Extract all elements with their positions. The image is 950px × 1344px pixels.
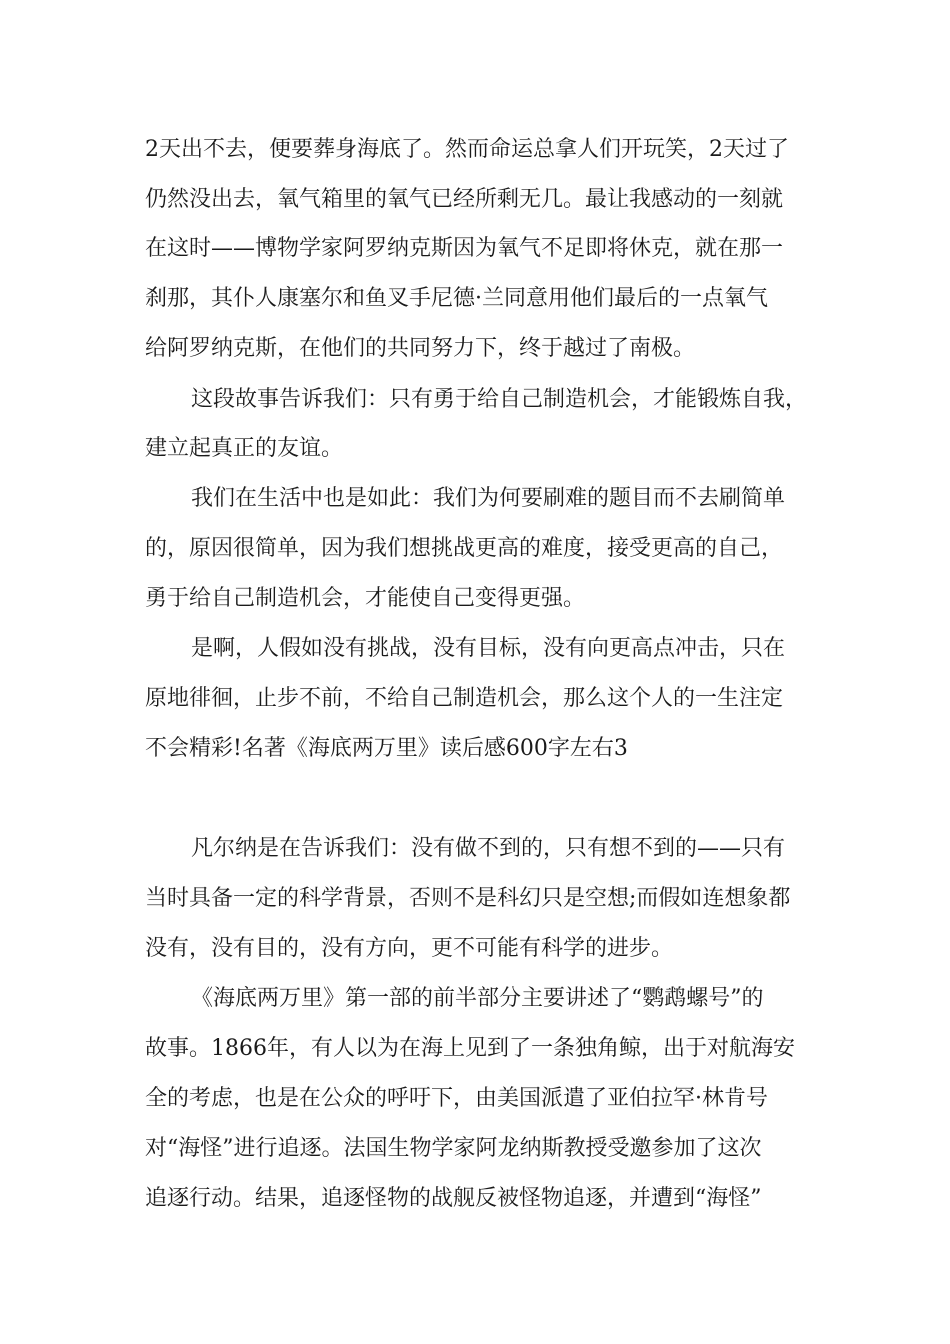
- text-line: 在这时——博物学家阿罗纳克斯因为氧气不足即将休克，就在那一: [145, 236, 784, 261]
- text-line: 2天出不去，便要葬身海底了。然而命运总拿人们开玩笑，2天过了: [145, 137, 789, 162]
- text-line: 的，原因很简单，因为我们想挑战更高的难度，接受更高的自己，: [145, 536, 784, 561]
- text-line: 刹那，其仆人康塞尔和鱼叉手尼德·兰同意用他们最后的一点氧气: [145, 286, 768, 311]
- text-line: 仍然没出去，氧气箱里的氧气已经所剩无几。最让我感动的一刻就: [145, 187, 784, 212]
- paragraph-start-line: 我们在生活中也是如此：我们为何要刷难的题目而不去刷简单: [191, 486, 786, 511]
- text-line: 没有，没有目的，没有方向，更不可能有科学的进步。: [145, 936, 674, 961]
- paragraph-start-line: 是啊，人假如没有挑战，没有目标，没有向更高点冲击，只在: [191, 636, 786, 661]
- paragraph-start-line: 《海底两万里》第一部的前半部分主要讲述了“鹦鹉螺号”的: [191, 986, 764, 1011]
- text-line: 对“海怪”进行追逐。法国生物学家阿龙纳斯教授受邀参加了这次: [145, 1136, 762, 1161]
- text-line: 追逐行动。结果，追逐怪物的战舰反被怪物追逐，并遭到“海怪”: [145, 1186, 762, 1211]
- paragraph-start-line: 凡尔纳是在告诉我们：没有做不到的，只有想不到的——只有: [191, 836, 786, 861]
- text-line: 给阿罗纳克斯，在他们的共同努力下，终于越过了南极。: [145, 336, 696, 361]
- text-line: 当时具备一定的科学背景，否则不是科幻只是空想;而假如连想象都: [145, 886, 791, 911]
- text-line: 故事。1866年，有人以为在海上见到了一条独角鲸，出于对航海安: [145, 1036, 795, 1061]
- text-line: 建立起真正的友谊。: [145, 436, 344, 461]
- text-line: 全的考虑，也是在公众的呼吁下，由美国派遣了亚伯拉罕·林肯号: [145, 1086, 768, 1111]
- section-heading-line: 不会精彩!名著《海底两万里》读后感600字左右3: [145, 736, 628, 761]
- text-line: 勇于给自己制造机会，才能使自己变得更强。: [145, 586, 586, 611]
- text-line: 原地徘徊，止步不前，不给自己制造机会，那么这个人的一生注定: [145, 686, 784, 711]
- paragraph-start-line: 这段故事告诉我们：只有勇于给自己制造机会，才能锻炼自我，: [191, 387, 808, 412]
